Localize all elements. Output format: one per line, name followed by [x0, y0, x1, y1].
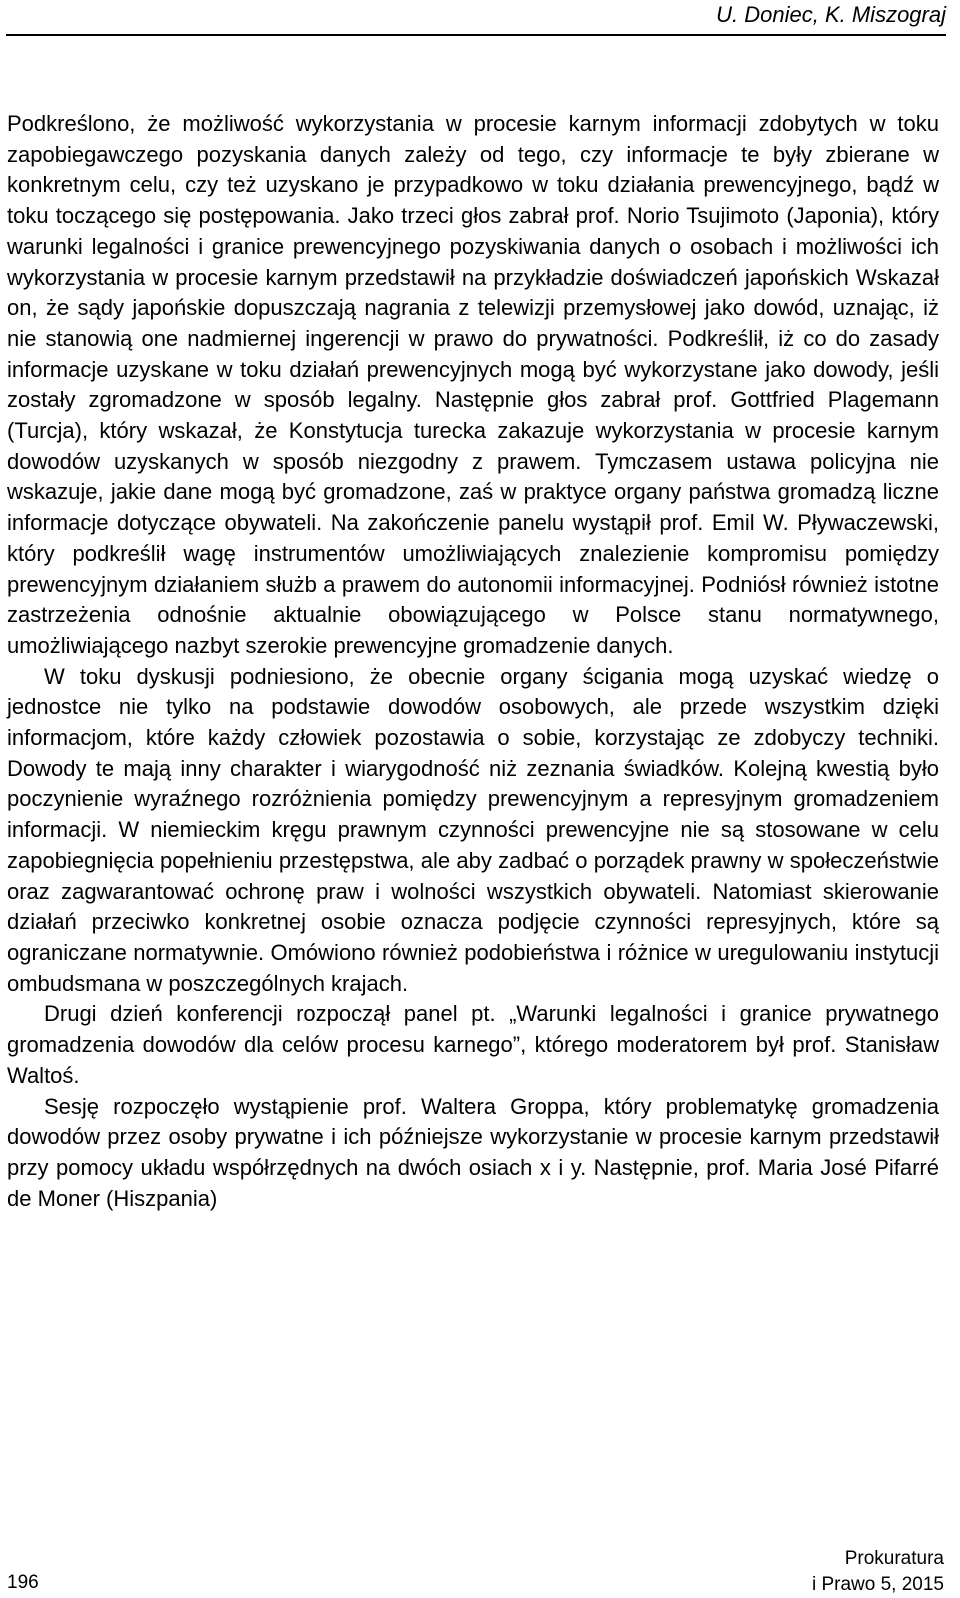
journal-name: Prokuratura — [844, 1548, 944, 1569]
running-header — [6, 0, 946, 36]
journal-info — [812, 1546, 944, 1598]
page-number: 196 — [7, 1572, 39, 1593]
paragraph: Drugi dzień konferencji rozpoczął panel pt. „Warunki legalności i granice prywatnego gromadzenia dowodów dla celów procesu karnego”, którego moderatorem był prof. Stanisław Waltoś. — [7, 1001, 939, 1088]
article-body — [7, 109, 939, 1214]
journal-issue: i Prawo 5, 2015 — [811, 1574, 944, 1595]
paragraph: Sesję rozpoczęło wystąpienie prof. Waltera Groppa, który problematykę gromadzenia dowodów przez osoby prywatne i ich późniejsze wykorzystanie w procesie karnym przedstawił przy pomocy układu współrzędnych na dwóch osiach x i y. Następnie, prof. Maria José Pifarré de Moner (Hiszpania) — [7, 1093, 939, 1211]
paragraph: W toku dyskusji podniesiono, że obecnie organy ścigania mogą uzyskać wiedzę o jednostce nie tylko na podstawie dowodów osobowych, ale przede wszystkim dzięki informacjom, które każdy człowiek pozostawia o sobie, korzystając ze zdobyczy techniki. Dowody te mają inny charakter i wiarygodność niż zeznania świadków. Kolejną kwestią było poczynienie wyraźnego rozróżnienia pomiędzy prewencyjnym a represyjnym gromadzeniem informacji. W niemieckim kręgu prawnym czynności prewencyjne nie są stosowane w celu zapobiegnięcia popełnieniu przestępstwa, ale aby zadbać o porządek prawny w społeczeństwie oraz zagwarantować ochronę praw i wolności wszystkich obywateli. Natomiast skierowanie działań przeciwko konkretnej osobie oznacza podjęcie czynności represyjnych, które są ograniczane normatywnie. Omówiono również podobieństwa i różnice w uregulowaniu instytucji ombudsmana w poszczególnych krajach. — [7, 663, 939, 996]
header-authors: U. Doniec, K. Miszograj — [716, 2, 946, 27]
paragraph: Podkreślono, że możliwość wykorzystania w procesie karnym informacji zdobytych w toku zapobiegawczego pozyskania danych zależy od tego, czy informacje te były zbierane w konkretnym celu, czy też uzyskano je przypadkowo w toku działania prewencyjnego, bądź w toku toczącego się postępowania. Jako trzeci głos zabrał prof. Norio Tsujimoto (Japonia), który warunki legalności i granice prewencyjnego pozyskiwania danych o osobach i możliwości ich wykorzystania w procesie karnym przedstawił na przykładzie doświadczeń japońskich Wskazał on, że sądy japońskie dopuszczają nagrania z telewizji przemysłowej jako dowód, uznając, iż nie stanowią one nadmiernej ingerencji w prawo do prywatności. Podkreślił, iż co do zasady informacje uzyskane w toku działań prewencyjnych mogą być wykorzystane jako dowody, jeśli zostały zgromadzone w sposób legalny. Następnie głos zabrał prof. Gottfried Plagemann (Turcja), który wskazał, że Konstytucja turecka zakazuje wykorzystania w procesie karnym dowodów uzyskanych w sposób niezgodny z prawem. Tymczasem ustawa policyjna nie wskazuje, jakie dane mogą być gromadzone, zaś w praktyce organy państwa gromadzą liczne informacje dotyczące obywateli. Na zakończenie panelu wystąpił prof. Emil W. Pływaczewski, który podkreślił wagę instrumentów umożliwiających znalezienie kompromisu pomiędzy prewencyjnym działaniem służb a prawem do autonomii informacyjnej. Podniósł również istotne zastrzeżenia odnośnie aktualnie obowiązującego w Polsce stanu normatywnego, umożliwiającego nazbyt szerokie prewencyjne gromadzenie danych. — [7, 111, 939, 658]
